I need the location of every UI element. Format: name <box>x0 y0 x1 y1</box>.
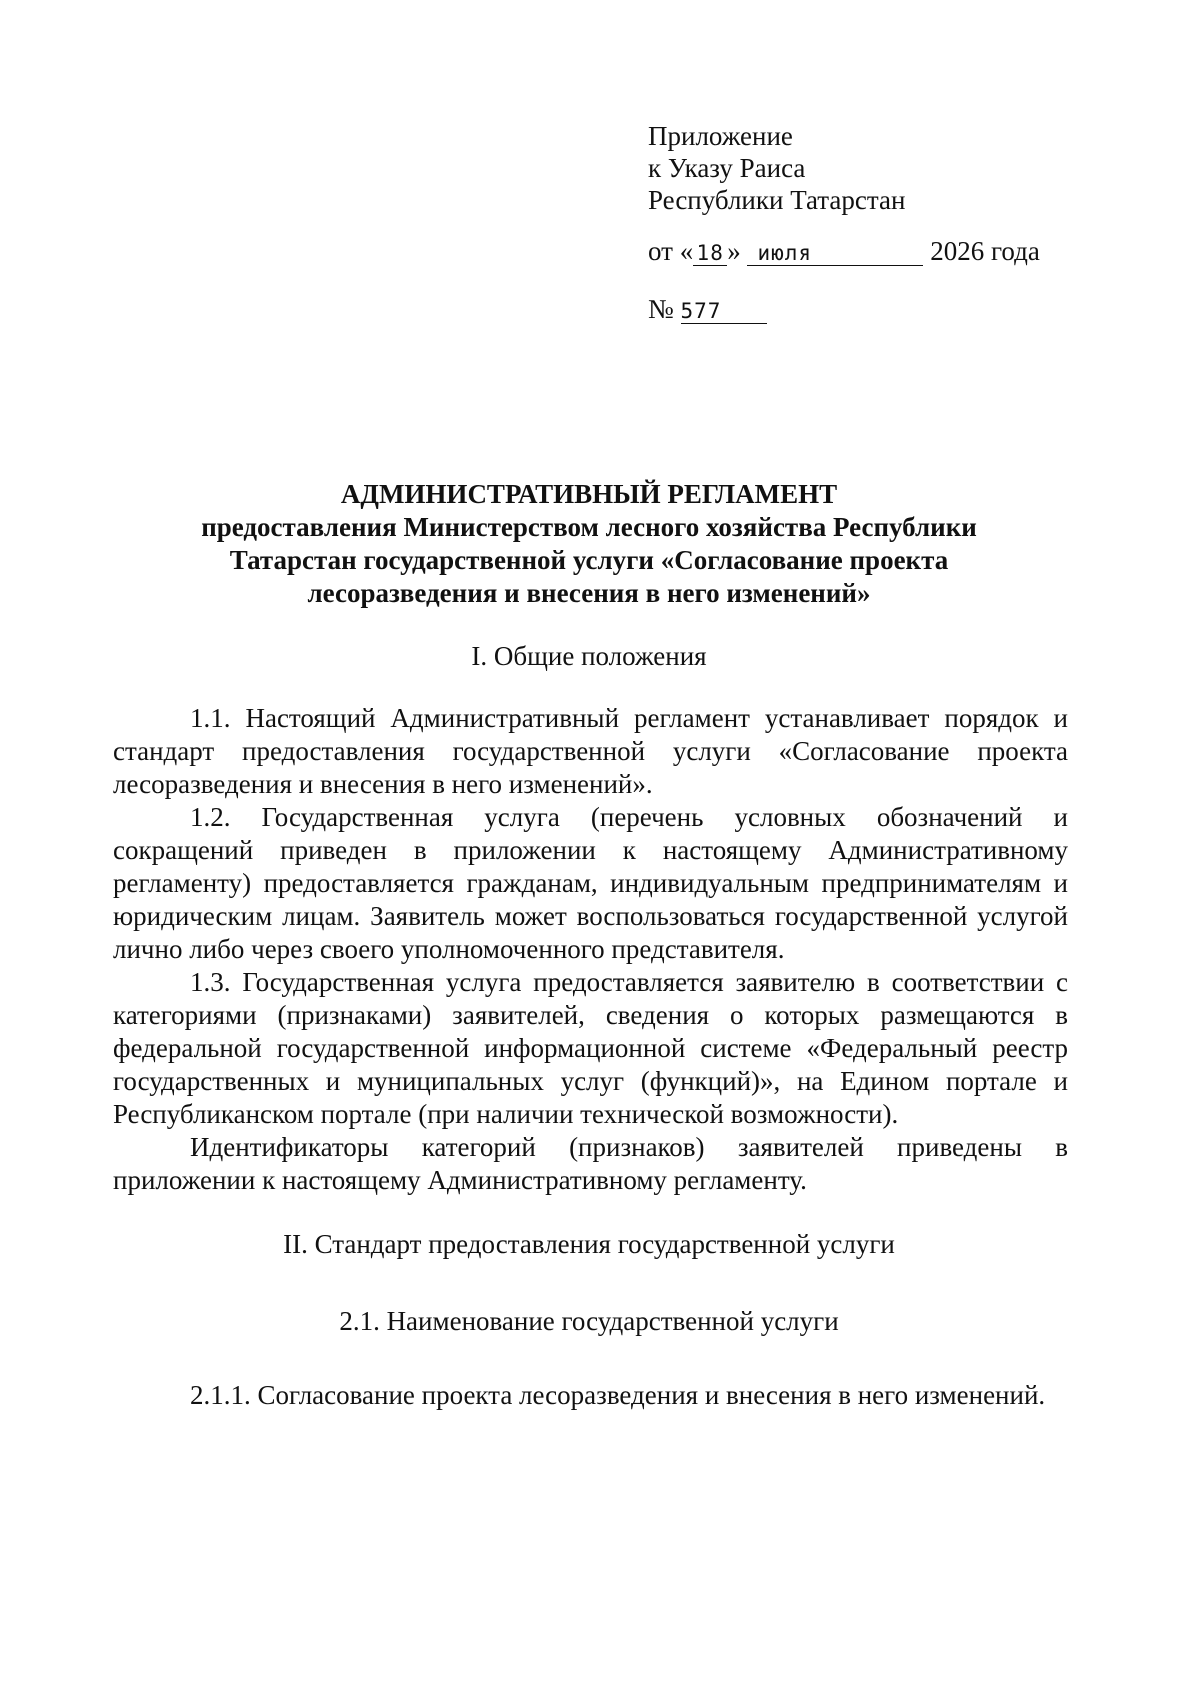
date-year: 2026 года <box>930 236 1040 266</box>
section-2-1-heading: 2.1. Наименование государственной услуги <box>339 1306 839 1336</box>
section-2-body <box>113 1379 1068 1412</box>
decree-number <box>648 293 767 325</box>
number-prefix: № <box>648 294 674 324</box>
appendix-line-3: Республики Татарстан <box>648 185 906 215</box>
title-line-1: АДМИНИСТРАТИВНЫЙ РЕГЛАМЕНТ <box>340 479 838 509</box>
appendix-header <box>648 120 1118 216</box>
appendix-line-1: Приложение <box>648 121 793 151</box>
paragraph-1-3: 1.3. Государственная услуга предоставляется заявителю в соответствии с категориями (признаками) заявителей, сведения о которых размещаются в федеральной государственной информационной системе «Федеральный реестр государственных и муниципальных услуг (функций)», на Едином портале и Республиканском портале (при наличии технической возможности). <box>113 967 1068 1129</box>
decree-date <box>648 235 1040 267</box>
title-line-3: Татарстан государственной услуги «Согласование проекта <box>229 545 949 575</box>
document-title <box>110 478 1068 610</box>
date-prefix: от « <box>648 236 694 266</box>
appendix-line-2: к Указу Раиса <box>648 153 806 183</box>
paragraph-2-1-1: 2.1.1. Согласование проекта лесоразведения и внесения в него изменений. <box>190 1380 1046 1410</box>
section-1-body <box>113 702 1068 1197</box>
section-1-heading: I. Общие положения <box>471 641 707 671</box>
date-month: июля <box>747 241 923 266</box>
title-line-4: лесоразведения и внесения в него изменений» <box>307 578 871 608</box>
section-2-heading: II. Стандарт предоставления государственной услуги <box>283 1229 895 1259</box>
title-line-2: предоставления Министерством лесного хозяйства Республики <box>201 512 977 542</box>
date-mid: » <box>727 236 741 266</box>
paragraph-1-2: 1.2. Государственная услуга (перечень условных обозначений и сокращений приведен в приложении к настоящему Административному регламенту) предоставляется гражданам, индивидуальным предпринимателям и юридическим лицам. Заявитель может воспользоваться государственной услугой лично либо через своего уполномоченного представителя. <box>113 802 1068 964</box>
number-value: 577 <box>681 299 767 324</box>
paragraph-1-3-identifiers: Идентификаторы категорий (признаков) заявителей приведены в приложении к настоящему Административному регламенту. <box>113 1132 1068 1195</box>
date-day: 18 <box>693 241 727 266</box>
paragraph-1-1: 1.1. Настоящий Административный регламент устанавливает порядок и стандарт предоставления государственной услуги «Согласование проекта лесоразведения и внесения в него изменений». <box>113 703 1068 799</box>
